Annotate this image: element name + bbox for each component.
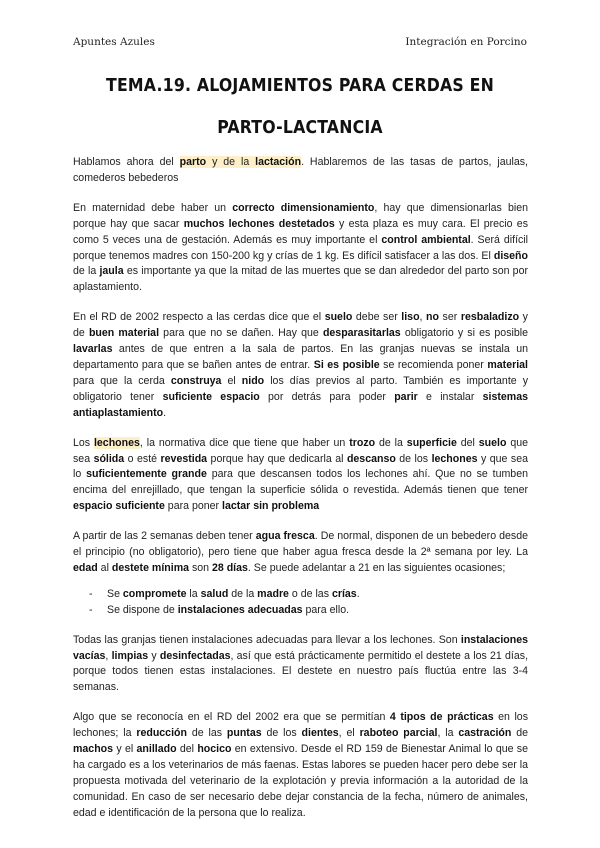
paragraph-granjas: Todas las granjas tienen instalaciones adecuadas para llevar a los lechones. Son instalaciones vacías, limpias y desinfectadas, así que está prácticamente permitido el destete a los 21 días, porque todos tienen estas instalaciones. El destete en nuestro país fluctúa entre las 3-4 semanas. [73, 633, 529, 694]
paragraph-lechones: Los lechones, la normativa dice que tiene que haber un trozo de la superficie del suelo que sea sólida o esté revestida porque hay que dedicarla al descanso de los lechones y que sea lo suficientemente grande para que descansen todos los lechones ahí. Que no se tumben encima del enrejillado, que tengan la superficie sólida o revestida. Además tienen que tener espacio suficiente para poner lactar sin problema [73, 436, 529, 513]
paragraph-practicas: Algo que se reconocía en el RD del 2002 era que se permitían 4 tipos de prácticas en los lechones; la reducción de las puntas de los dientes, el raboteo parcial, la castración de machos y el anillado del hocico en extensivo. Desde el RD 159 de Bienestar Animal lo que se ha cargado es a los veterinarios de más faenas. Estas labores se pueden hacer pero debe ser la propuesta motivada del veterinario de la explotación y previa información a la autoridad de la comunidad. En caso de ser necesario debe dejar constancia de la fecha, número de animales, edad e identificación de la persona que lo realiza. [73, 711, 529, 819]
paragraph-rd-2002-cerdas: En el RD de 2002 respecto a las cerdas dice que el suelo debe ser liso, no ser resbaladizo y de buen material para que no se dañen. Hay que desparasitarlas obligatorio y si es posible lavarlas antes de que entren a la sala de partos. En las granjas nuevas se instala un departamento para que se bañen antes de entrar. Si es posible se recomienda poner material para que la cerda construya el nido los días previos al parto. También es importante y obligatorio tener suficiente espacio por detrás para poder parir e instalar sistemas antiaplastamiento. [73, 311, 528, 419]
document-body [73, 155, 528, 836]
list-dash: - [89, 587, 93, 600]
list-item: - Se dispone de instalaciones adecuadas para ello. [107, 603, 528, 619]
title-line-2: PARTO-LACTANCIA [217, 118, 383, 138]
paragraph-agua-destete: A partir de las 2 semanas deben tener agua fresca. De normal, disponen de un bebedero desde el principio (no obligatorio), pero tiene que haber agua fresca desde la 2ª semana por ley. La edad al destete mínima son 28 días. Se puede adelantar a 21 en las siguientes ocasiones; [73, 530, 528, 574]
list-dash: - [89, 603, 93, 616]
paragraph-maternidad: En maternidad debe haber un correcto dimensionamiento, hay que dimensionarlas bien porque hay que sacar muchos lechones destetados y esta plaza es muy cara. El precio es como 5 veces una de gestación. Además es muy importante el control ambiental. Será difícil porque tenemos madres con 150-200 kg y crías de 1 kg. Es difícil satisfacer a las dos. El diseño de la jaula es importante ya que la mitad de las muertes que se dan alrededor del parto son por aplastamiento. [73, 201, 529, 294]
header-right: Integración en Porcino [405, 36, 527, 48]
header-left: Apuntes Azules [73, 36, 155, 48]
title-line-1: TEMA.19. ALOJAMIENTOS PARA CERDAS EN [106, 76, 494, 96]
paragraph-intro: Hablamos ahora del parto y de la lactación. Hablaremos de las tasas de partos, jaulas, comederos bebederos [73, 156, 528, 184]
list-item: - Se compromete la salud de la madre o de las crías. [107, 587, 528, 603]
destete-conditions-list [73, 587, 528, 619]
